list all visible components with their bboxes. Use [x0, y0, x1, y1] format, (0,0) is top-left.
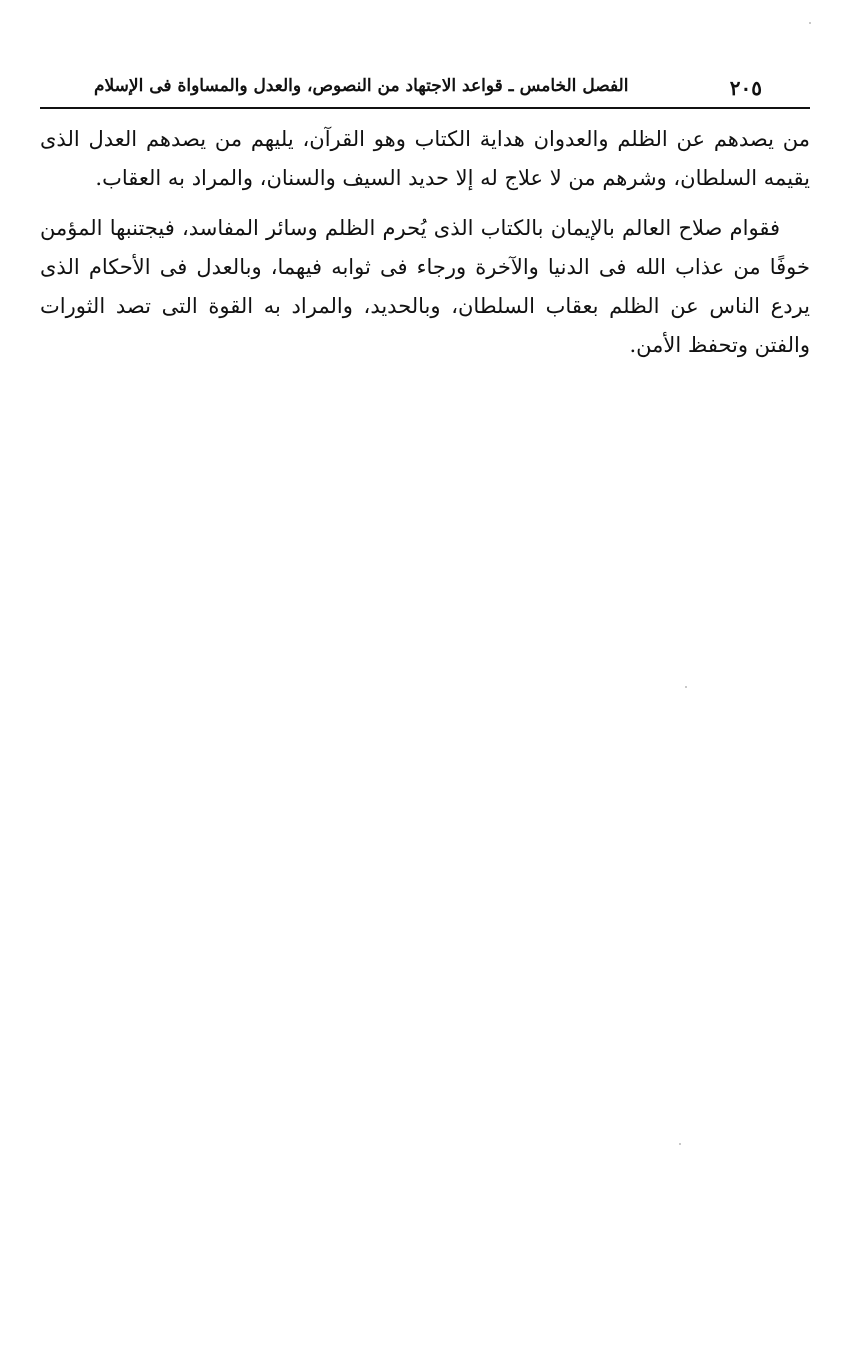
- running-title: الفصل الخامس ـ قواعد الاجتهاد من النصوص، والعدل والمساواة فى الإسلام: [94, 76, 629, 96]
- page-header: [40, 66, 810, 106]
- body-text: [40, 120, 810, 365]
- scan-speck: [809, 22, 811, 24]
- page-number: ٢٠٥: [729, 76, 762, 100]
- scan-speck: [679, 1143, 681, 1145]
- paragraph-1: من يصدهم عن الظلم والعدوان هداية الكتاب وهو القرآن، يليهم من يصدهم العدل الذى يقيمه السلطان، وشرهم من لا علاج له إلا حديد السيف والسنان، والمراد به العقاب.: [40, 127, 810, 190]
- paragraph-2: فقوام صلاح العالم بالإيمان بالكتاب الذى يُحرم الظلم وسائر المفاسد، فيجتنبها المؤمن خوفًا من عذاب الله فى الدنيا والآخرة ورجاء فى ثوابه فيهما، وبالعدل فى الأحكام الذى يردع الناس عن الظلم بعقاب السلطان، وبالحديد، والمراد به القوة التى تصد الثورات والفتن وتحفظ الأمن.: [40, 216, 810, 357]
- scan-speck: [685, 686, 687, 688]
- header-divider: [40, 107, 810, 109]
